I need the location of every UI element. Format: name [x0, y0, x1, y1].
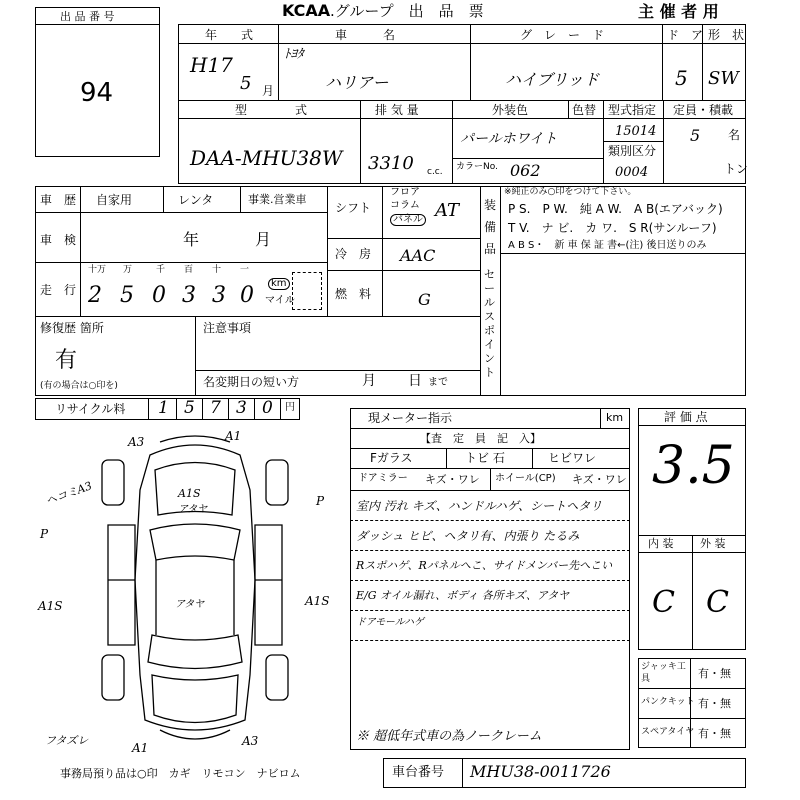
- short-period-label: 名変期日の短い方: [203, 375, 300, 389]
- chassis-value: MHU38-0011726: [470, 762, 611, 781]
- inspector-comment: ※ 超低年式車の為ノークレーム: [356, 729, 542, 744]
- shift-option-floor: フロア: [390, 187, 420, 198]
- digit-header: 十: [212, 265, 222, 275]
- lot-number: 94: [80, 78, 114, 108]
- office-note: 事務局預り品は○印 カギ リモコン ナビロム: [60, 767, 301, 780]
- front-bumper: [160, 436, 230, 442]
- damage-roof-note: アタヤ: [175, 599, 205, 610]
- tool-label-puncture-kit: パンクキット: [641, 697, 695, 707]
- mileage-unit-box: [292, 272, 322, 310]
- door-mirror-label: ドアミラー: [358, 473, 408, 484]
- rating-score: 3.5: [652, 436, 735, 496]
- equipment-label: 装備品: [484, 198, 497, 256]
- mileage-digit: 3: [182, 283, 196, 308]
- ac-value: AAC: [400, 246, 436, 265]
- repair-label: 修復歴 箇所: [40, 321, 104, 335]
- shift-label: シフト: [335, 201, 372, 215]
- equipment-line-3: A B S・ 新 車 保 証 書←(注) 後日送りのみ: [508, 240, 707, 251]
- color-no-value: 062: [510, 161, 541, 180]
- interior-value: C: [652, 585, 675, 620]
- digit-header: 一: [240, 265, 250, 275]
- chassis-label: 車台番号: [392, 765, 445, 780]
- tool-value-puncture-kit: 有・無: [698, 697, 731, 710]
- rating-label: 評 価 点: [664, 410, 708, 424]
- damage-left-mid: A1S: [38, 599, 63, 613]
- car-rear-window: [148, 635, 242, 669]
- type-designation-label: 型式指定: [608, 103, 657, 117]
- displacement-value: 3310: [368, 153, 414, 174]
- left-doors: [108, 525, 135, 645]
- model-value: DAA-MHU38W: [190, 146, 343, 170]
- interior-label: 内 装: [648, 537, 674, 550]
- organizer-label: 主 催 者 用: [638, 2, 719, 21]
- door-mirror-value: キズ・ワレ: [425, 473, 480, 486]
- repair-value: 有: [55, 348, 78, 373]
- tobi-label: トビ 石: [465, 451, 505, 465]
- damage-top-right: A1: [225, 429, 242, 443]
- maker-value: ﾄﾖﾀ: [284, 47, 304, 62]
- car-name-label: 車 名: [335, 28, 396, 42]
- history-option-rental: レンタ: [178, 193, 214, 207]
- wheel-label: ホイール(CP): [495, 473, 556, 484]
- exterior-label: 外 装: [700, 537, 726, 550]
- digit-header: 百: [184, 265, 194, 275]
- front-right-wheel: [266, 460, 288, 505]
- damage-p-left: P: [40, 527, 49, 541]
- damage-bottom-a1: A1: [132, 741, 149, 755]
- shift-option-column: コラム: [390, 200, 420, 211]
- meter-unit: km: [606, 411, 624, 424]
- damage-bottom-left-note: フタズレ: [45, 734, 89, 747]
- grade-value: ハイブリッド: [505, 70, 600, 89]
- displacement-label: 排 気 量: [375, 103, 419, 117]
- mileage-digit: 0: [240, 283, 254, 308]
- logo: KCAA: [282, 1, 331, 20]
- inspection-year-unit: 年: [183, 230, 200, 249]
- recycle-digit: 7: [210, 398, 221, 418]
- rear-left-wheel: [102, 655, 124, 700]
- car-diagram: [60, 430, 330, 760]
- inspector-comment: 室内 汚れ キズ、ハンドルハゲ、シートヘタリ: [356, 499, 603, 513]
- mile-label: マイル: [265, 295, 295, 306]
- shape-label: 形 状: [708, 28, 745, 42]
- equipment-line-2: T V. ナ ビ. カ ワ. S R(サンルーフ): [508, 221, 717, 235]
- fuel-value: G: [418, 290, 431, 309]
- inspector-comment: Rスポハゲ、Rパネルへこ、サイドメンバー先へこい: [356, 559, 613, 572]
- fuel-label: 燃 料: [335, 287, 372, 301]
- year-label: 年 式: [205, 28, 254, 42]
- recycle-digit: 1: [158, 398, 169, 418]
- notes-until: まで: [428, 377, 448, 388]
- tool-value-jack: 有・無: [698, 667, 731, 680]
- hibi-label: ヒビワレ: [548, 451, 597, 465]
- history-label: 車 歴: [40, 193, 77, 207]
- damage-hood-note: アタヤ: [178, 504, 208, 515]
- mileage-digit: 3: [212, 283, 226, 308]
- inspection-month-unit: 月: [255, 230, 272, 249]
- damage-p-right: P: [316, 494, 325, 508]
- model-label: 型 式: [235, 103, 308, 117]
- car-roof: [156, 560, 234, 635]
- f-glass-label: Fガラス: [370, 451, 413, 465]
- month-unit: 月: [262, 84, 275, 98]
- color-no-label: カラーNo.: [456, 162, 498, 172]
- sales-point-label: セールスポイント: [484, 268, 495, 379]
- mileage-digit: 2: [88, 283, 102, 308]
- repair-note: (有の場合は○印を): [40, 381, 118, 391]
- damage-left-upper: ヘコミA3: [44, 479, 94, 508]
- notes-label: 注意事項: [203, 321, 252, 335]
- damage-right-mid: A1S: [305, 594, 330, 608]
- damage-top-left: A3: [128, 435, 145, 449]
- mileage-label: 走 行: [40, 283, 77, 297]
- right-doors: [255, 525, 282, 645]
- form-title: .グループ 出 品 票: [330, 2, 484, 20]
- meter-label: 現メーター指示: [368, 411, 453, 425]
- mileage-digit: 5: [120, 283, 134, 308]
- recycle-digit: 5: [184, 398, 195, 418]
- damage-bottom-a3: A3: [242, 734, 259, 748]
- equipment-note: ※純正のみ○印をつけて下さい。: [504, 187, 637, 197]
- notes-month: 月: [362, 373, 376, 389]
- shape-value: SW: [708, 68, 739, 89]
- capacity-label: 定員・積載: [673, 103, 734, 117]
- recycle-digit: 0: [262, 398, 273, 418]
- shift-value: AT: [435, 200, 460, 221]
- doors-value: 5: [675, 66, 688, 90]
- month-value: 5: [240, 73, 252, 94]
- digit-header: 万: [123, 265, 133, 275]
- digit-header: 千: [156, 265, 166, 275]
- inspector-comment: E/G オイル漏れ、ボディ 各所キズ、アタヤ: [356, 589, 570, 602]
- rear-bumper: [160, 730, 230, 739]
- front-left-wheel: [102, 460, 124, 505]
- notes-day: 日: [408, 373, 422, 389]
- capacity-value: 5: [690, 126, 701, 145]
- car-name-value: ハリアー: [325, 73, 389, 92]
- recycle-unit: 円: [285, 402, 295, 413]
- cc-unit: c.c.: [427, 167, 443, 177]
- ac-label: 冷 房: [335, 247, 372, 261]
- inspector-comment: ドアモールハゲ: [356, 617, 424, 628]
- digit-header: 十万: [88, 265, 107, 275]
- tool-label-jack: ジャッキ工具: [641, 662, 686, 684]
- inspector-comment: ダッシュ ヒビ、ヘタリ有、内張り たるみ: [356, 529, 580, 543]
- equipment-line-1: P S. P W. 純 A W. A B(エアバック): [508, 202, 723, 216]
- color-change-label: 色替: [572, 103, 597, 117]
- load-unit: トン: [724, 162, 749, 176]
- color-label: 外装色: [492, 103, 529, 117]
- inspector-title: 【査 定 員 記 入】: [420, 432, 541, 445]
- inspection-label: 車 検: [40, 233, 77, 247]
- wheel-value: キズ・ワレ: [572, 473, 627, 486]
- tool-value-spare-tire: 有・無: [698, 727, 731, 740]
- km-label: km: [268, 278, 290, 290]
- shift-option-panel: パネル: [390, 214, 426, 226]
- car-trunk: [152, 675, 238, 723]
- type-designation-value: 15014: [615, 124, 657, 139]
- history-option-business: 事業.営業車: [248, 193, 307, 206]
- lot-label: 出 品 番 号: [60, 10, 115, 23]
- category-value: 0004: [615, 165, 649, 180]
- mileage-digit: 0: [152, 283, 166, 308]
- recycle-label: リサイクル料: [55, 402, 126, 416]
- year-value: H17: [190, 53, 233, 77]
- grade-label: グ レ ー ド: [520, 28, 605, 42]
- damage-hood: A1S: [178, 487, 201, 500]
- exterior-value: C: [706, 585, 729, 620]
- category-label: 類別区分: [608, 144, 657, 158]
- history-option-private: 自家用: [96, 193, 133, 207]
- recycle-digit: 3: [236, 398, 247, 418]
- color-value: パールホワイト: [460, 131, 558, 147]
- car-windshield: [150, 524, 240, 560]
- rear-right-wheel: [266, 655, 288, 700]
- tool-label-spare-tire: スペアタイヤ: [641, 727, 695, 737]
- doors-label: ド ア: [667, 28, 704, 42]
- capacity-unit: 名: [728, 128, 741, 142]
